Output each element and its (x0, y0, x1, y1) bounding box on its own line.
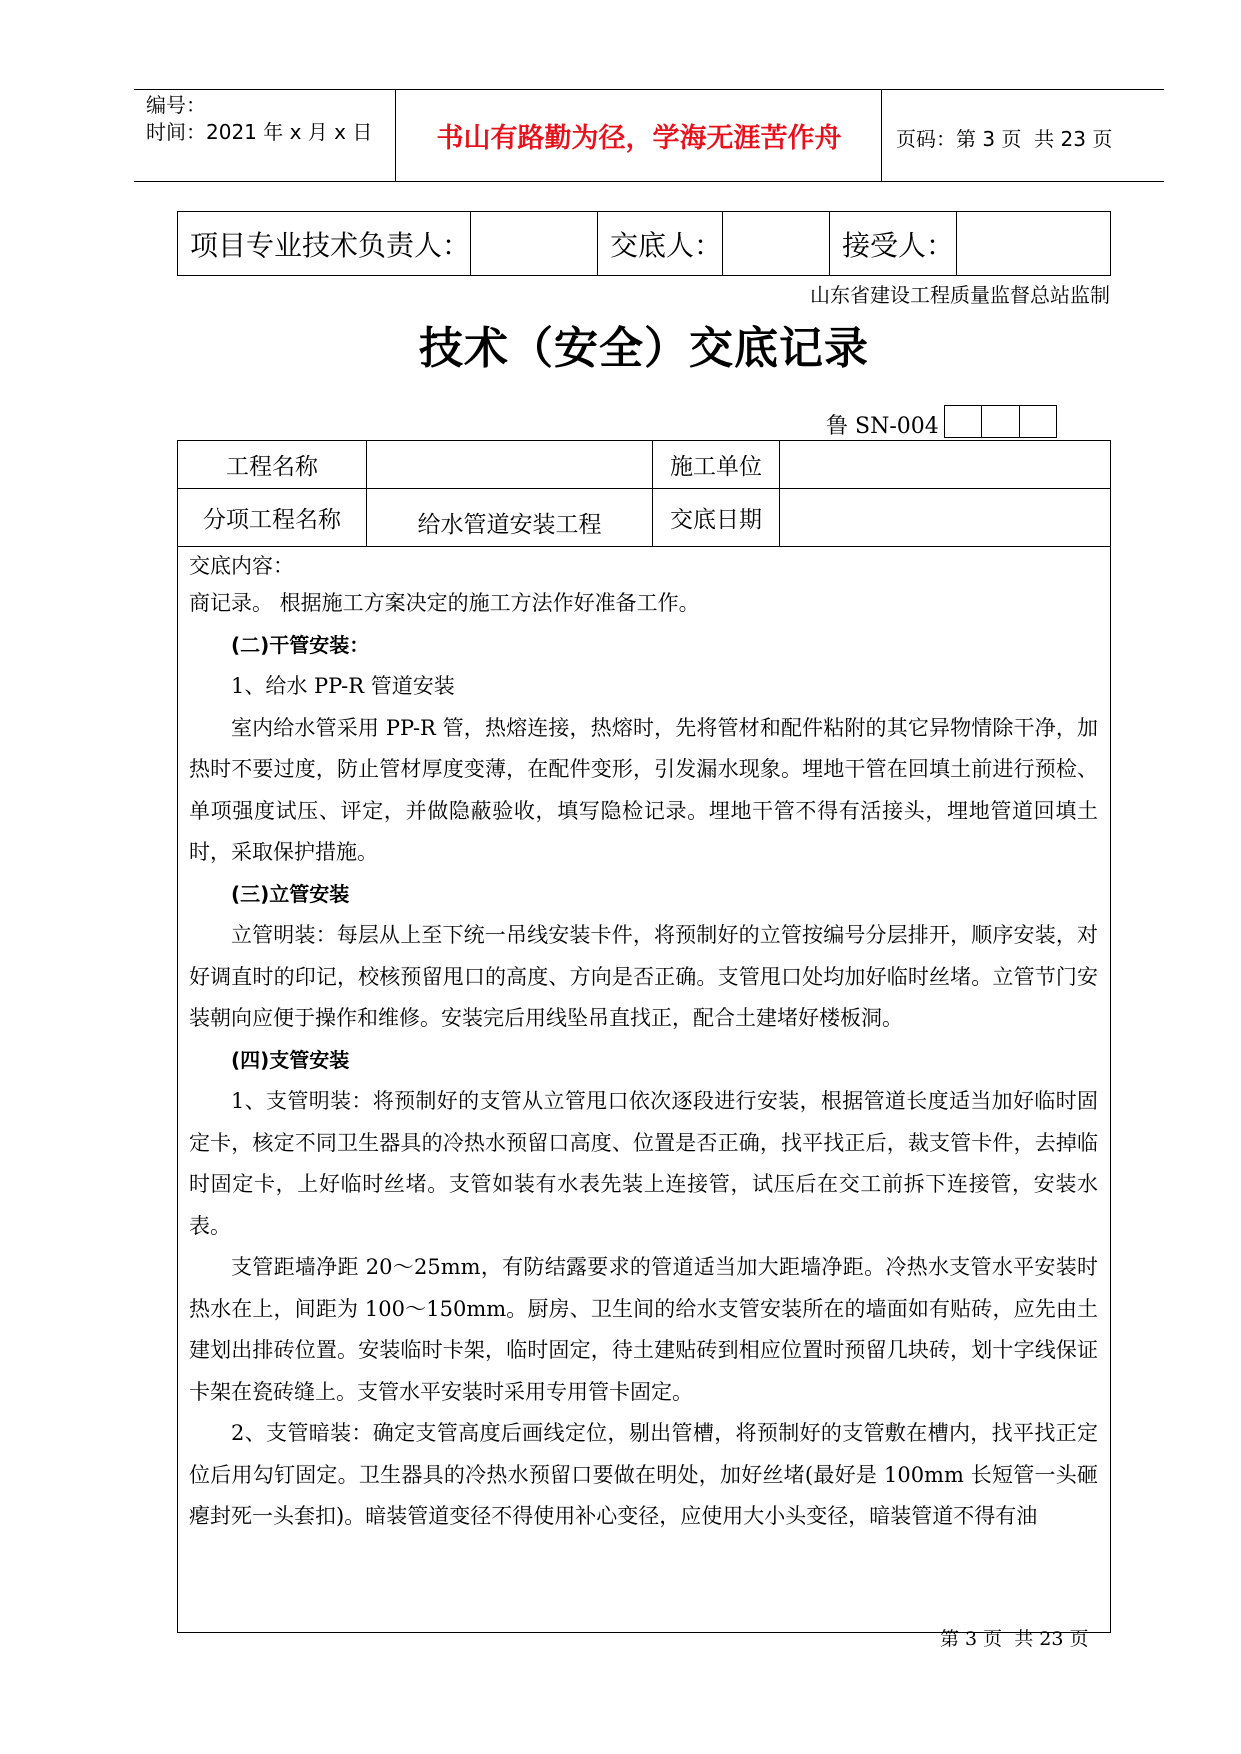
header-motto: 书山有路勤为径，学海无涯苦作舟 (436, 123, 842, 154)
tech-lead-field[interactable] (471, 212, 598, 276)
responsibility-table (177, 211, 1111, 276)
content-paragraph: 支管距墙净距 20～25mm，有防结露要求的管道适当加大距墙净距。冷热水支管水平安装时热水在上，间距为 100～150mm。厨房、卫生间的给水支管安装所在的墙面如有贴砖，应先由土建划出排砖位置。安装临时卡架，临时固定，待土建贴砖到相应位置时预留几块砖，划十字线保证卡架在瓷砖缝上。支管水平安装时采用专用管卡固定。 (189, 1255, 1098, 1404)
discloser-field[interactable] (723, 212, 830, 276)
disclosure-content (178, 549, 1110, 1538)
page-footer: 第 3 页 共 23 页 (940, 1628, 1089, 1650)
receiver-label: 接受人： (830, 212, 957, 276)
record-table (177, 440, 1111, 1633)
content-paragraph: 立管明装：每层从上至下统一吊线安装卡件，将预制好的立管按编号分层排开，顺序安装，对好调直时的印记，校核预留甩口的高度、方向是否正确。支管甩口处均加好临时丝堵。立管节门安装朝向应便于操作和维修。安装完后用线坠吊直找正，配合土建堵好楼板洞。 (189, 923, 1098, 1030)
header-bottom-rule (134, 181, 1164, 182)
contractor-label: 施工单位 (653, 441, 780, 489)
content-label: 交底内容： (189, 554, 294, 578)
header-top-rule (134, 89, 1164, 90)
section-heading: (二)干管安装： (231, 632, 370, 657)
project-name-label: 工程名称 (178, 441, 367, 489)
document-number-label: 编号： (146, 93, 206, 117)
code-box[interactable] (1019, 406, 1056, 438)
code-box[interactable] (982, 406, 1019, 438)
content-paragraph: 室内给水管采用 PP-R 管，热熔连接，热熔时，先将管材和配件粘附的其它异物情除干净，加热时不要过度，防止管材厚度变薄，在配件变形，引发漏水现象。埋地干管在回填土前进行预检、单项强度试压、评定，并做隐蔽验收，填写隐检记录。埋地干管不得有活接头，埋地管道回填土时，采取保护措施。 (189, 715, 1098, 864)
date-label: 交底日期 (653, 489, 780, 547)
content-paragraph: 1、支管明装：将预制好的支管从立管甩口依次逐段进行安装，根据管道长度适当加好临时固定卡，核定不同卫生器具的冷热水预留口高度、位置是否正确，找平找正后，裁支管卡件，去掉临时固定卡，上好临时丝堵。支管如装有水表先装上连接管，试压后在交工前拆下连接管，安装水表。 (189, 1089, 1098, 1238)
header-meta (146, 92, 372, 146)
header-divider (881, 89, 882, 181)
date-field[interactable] (780, 489, 1111, 547)
sub-project-field[interactable]: 给水管道安装工程 (367, 489, 653, 547)
tech-lead-label: 项目专业技术负责人： (178, 212, 471, 276)
header-divider (395, 89, 396, 181)
content-paragraph: 1、给水 PP-R 管道安装 (231, 674, 455, 698)
form-code-boxes (944, 405, 1057, 438)
content-paragraph: 2、支管暗装：确定支管高度后画线定位，剔出管槽，将预制好的支管敷在槽内，找平找正定位后用勾钉固定。卫生器具的冷热水预留口要做在明处，加好丝堵(最好是 100mm 长短管一头砸瘪封死一头套扣)。暗装管道变径不得使用补心变径，应使用大小头变径，暗装管道不得有油 (189, 1421, 1098, 1528)
discloser-label: 交底人： (598, 212, 723, 276)
project-name-field[interactable] (367, 441, 653, 489)
sub-project-label: 分项工程名称 (178, 489, 367, 547)
document-time: 时间：2021 年 x 月 x 日 (146, 120, 373, 144)
section-heading: (三)立管安装 (231, 881, 350, 906)
content-paragraph: 商记录。 根据施工方案决定的施工方法作好准备工作。 (189, 591, 700, 615)
receiver-field[interactable] (957, 212, 1111, 276)
header-page-info: 页码：第 3 页 共 23 页 (896, 127, 1113, 151)
content-cell (178, 547, 1111, 1633)
code-box[interactable] (945, 406, 982, 438)
page-title: 技术（安全）交底记录 (419, 323, 869, 374)
section-heading: (四)支管安装 (231, 1047, 350, 1072)
contractor-field[interactable] (780, 441, 1111, 489)
form-code: 鲁 SN-004 (826, 414, 939, 439)
supervisor-note: 山东省建设工程质量监督总站监制 (810, 283, 1110, 307)
